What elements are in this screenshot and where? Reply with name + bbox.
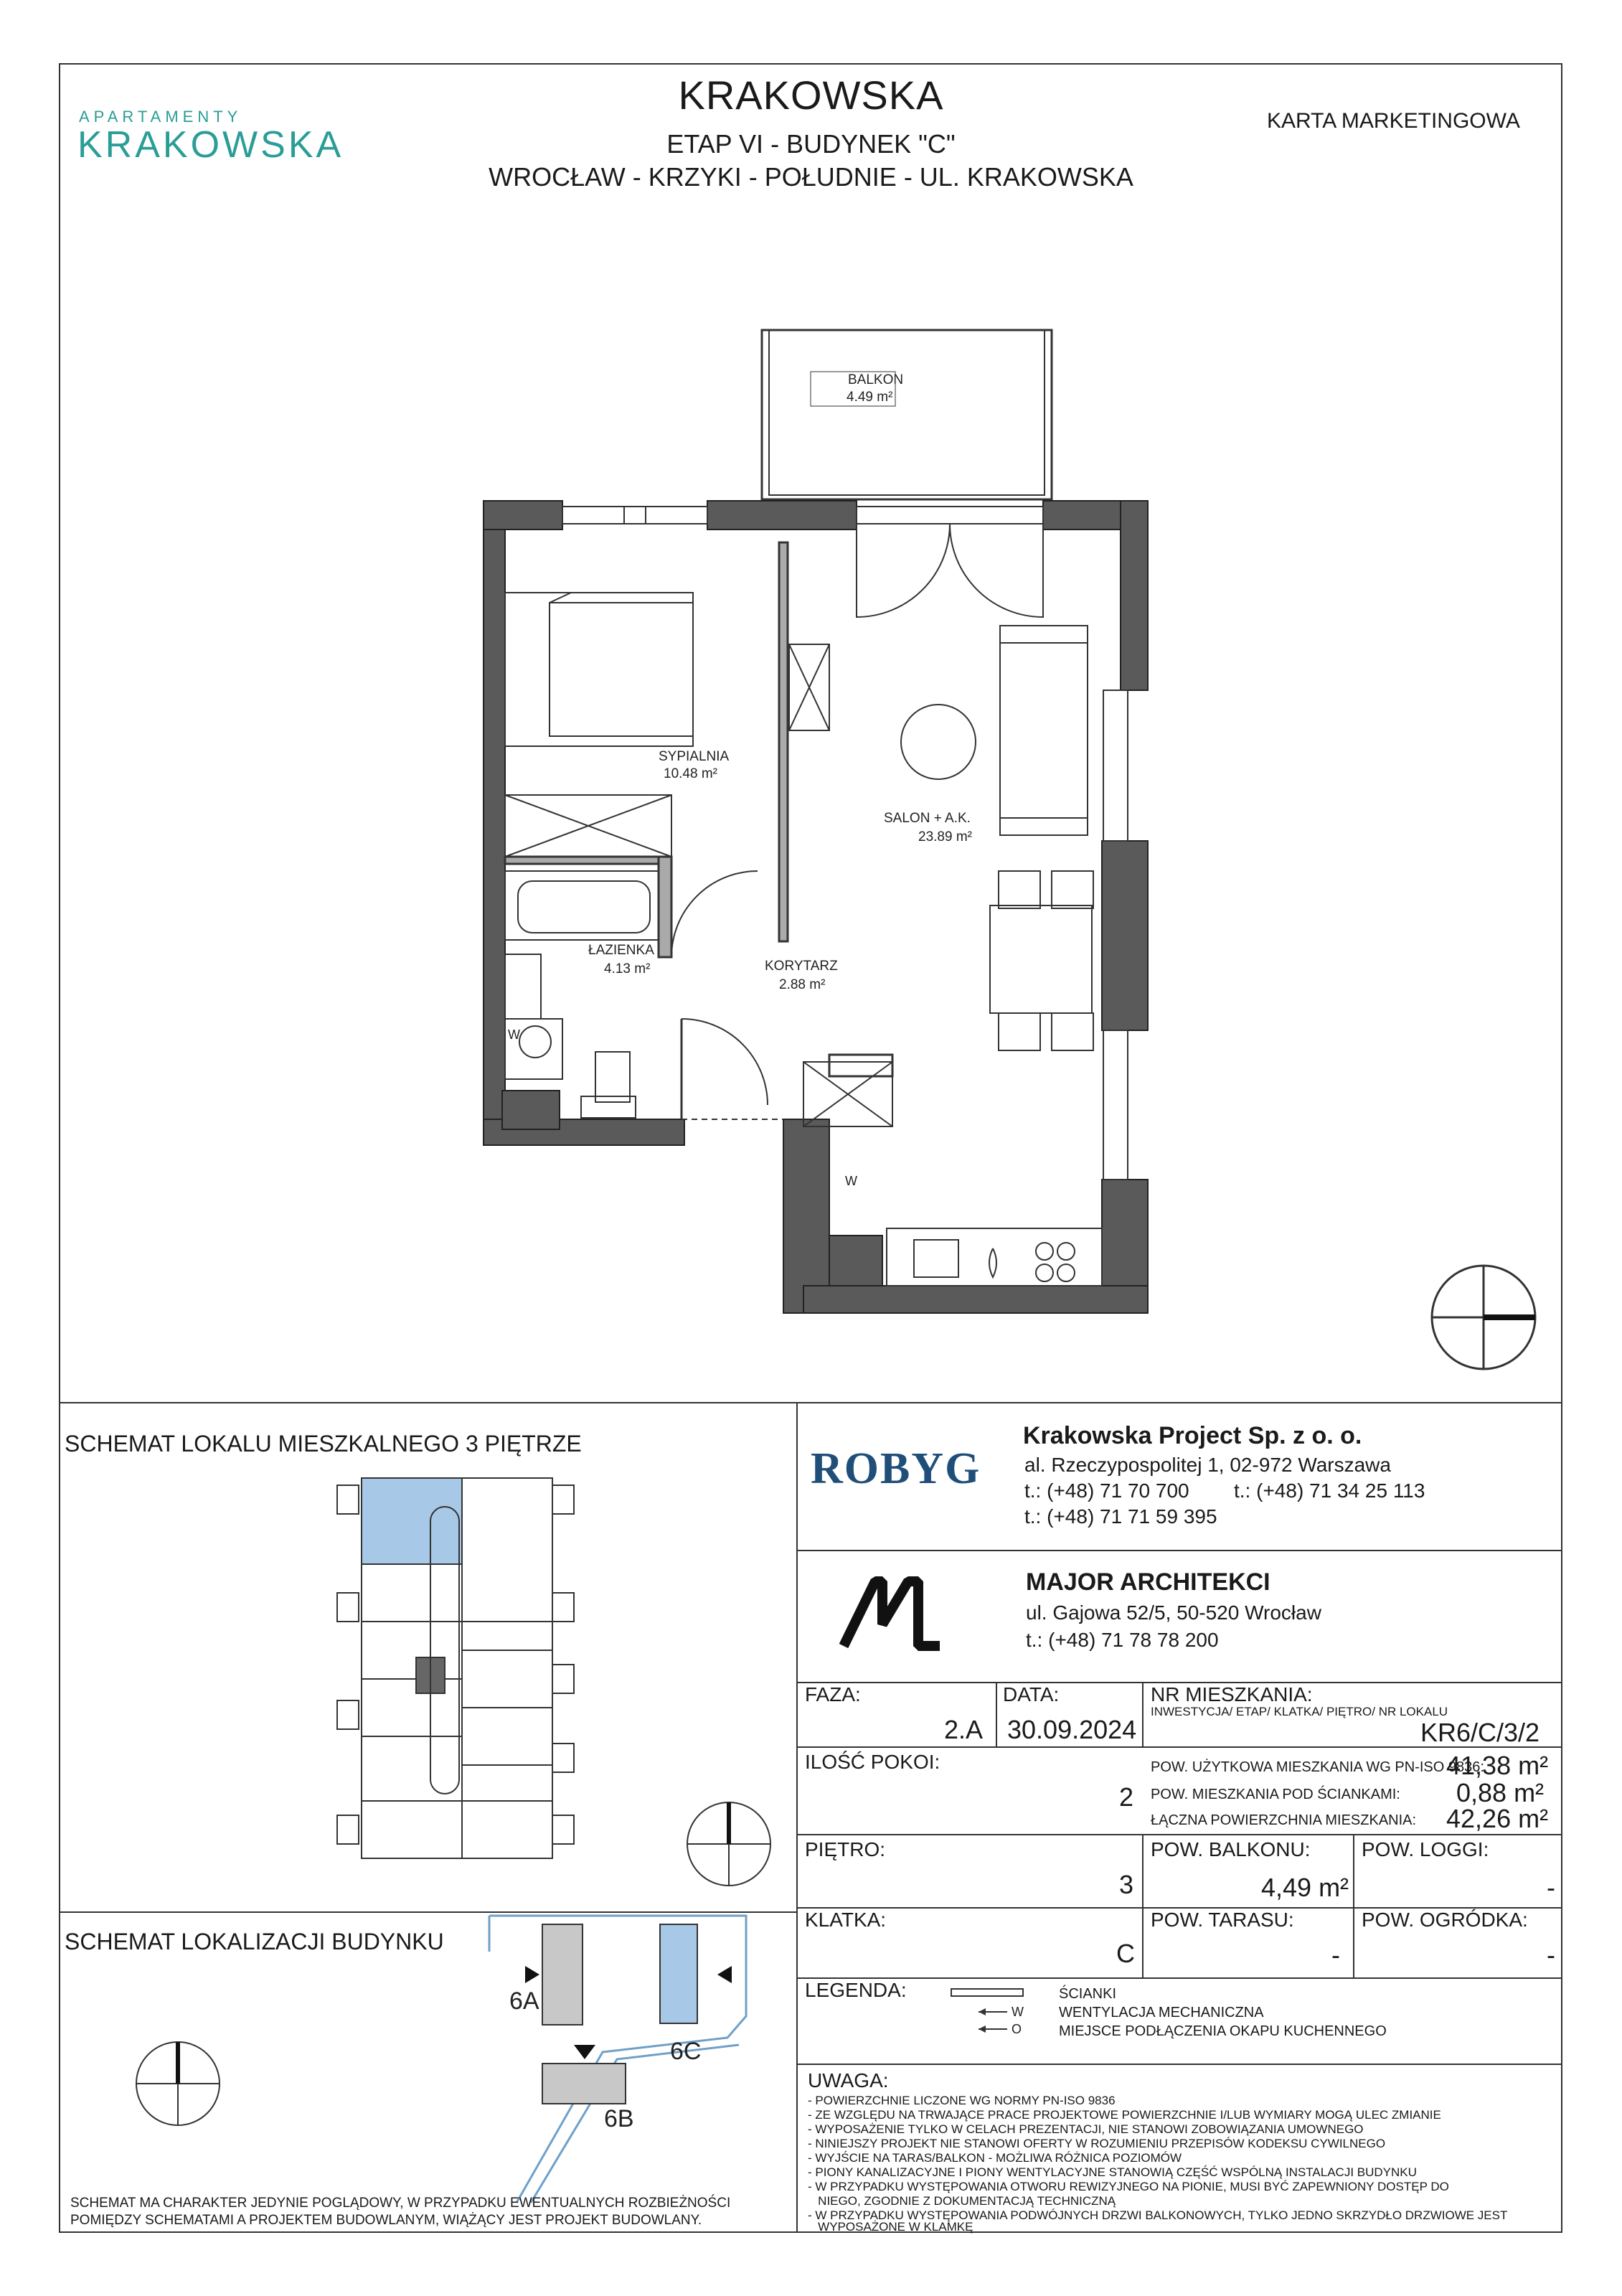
pow-uzytkowa-value: 41,38 m² xyxy=(1446,1751,1549,1780)
data-label: DATA: xyxy=(1003,1683,1060,1705)
room-lazienka-name: ŁAZIENKA xyxy=(588,943,654,958)
legend-w-mark: W xyxy=(1012,2005,1024,2019)
faza-label: FAZA: xyxy=(805,1683,861,1705)
room-salon-area: 23.89 m² xyxy=(918,829,972,844)
building-6c: 6C xyxy=(670,2038,702,2065)
pietro-label: PIĘTRO: xyxy=(805,1838,886,1860)
room-balkon-name: BALKON xyxy=(848,372,904,387)
legend-o-mark: O xyxy=(1012,2022,1022,2036)
svg-text:W: W xyxy=(845,1174,857,1188)
floor-schema-title: SCHEMAT LOKALU MIESZKALNEGO 3 PIĘTRZE xyxy=(65,1431,582,1457)
room-sypialnia-name: SYPIALNIA xyxy=(659,749,730,764)
note-7: - W PRZYPADKU WYSTĘPOWANIA OTWORU REWIZYJNEGO NA PIONIE, MUSI BYĆ ZAPEWNIONY DOSTĘP DO xyxy=(808,2180,1449,2193)
klatka-value: C xyxy=(1116,1939,1135,1968)
note-4: - NINIEJSZY PROJEKT NIE STANOWI OFERTY W ROZUMIENIU PRZEPISÓW KODEKSU CYWILNEGO xyxy=(808,2137,1386,2150)
architect-name: MAJOR ARCHITEKCI xyxy=(1026,1568,1270,1596)
note-2: - ZE WZGLĘDU NA TRWAJĄCE PRACE PROJEKTOWE POWIERZCHNIE I/LUB WYMIARY MOGĄ ULEC ZMIANIE xyxy=(808,2108,1441,2122)
nr-sublabel: INWESTYCJA/ ETAP/ KLATKA/ PIĘTRO/ NR LOKALU xyxy=(1151,1705,1448,1718)
pow-scianki-value: 0,88 m² xyxy=(1456,1778,1545,1807)
room-sypialnia-area: 10.48 m² xyxy=(664,766,717,781)
note-9: - W PRZYPADKU WYSTĘPOWANIA PODWÓJNYCH DRZWI BALKONOWYCH, TYLKO JEDNO SKRZYDŁO DRZWIOWE JEST xyxy=(808,2208,1508,2222)
balcony-outline xyxy=(762,330,1052,499)
notes-title: UWAGA: xyxy=(808,2069,889,2092)
architect-address: ul. Gajowa 52/5, 50-520 Wrocław xyxy=(1026,1601,1321,1624)
major-architekci-logo-icon xyxy=(839,1574,947,1653)
logo-brand: KRAKOWSKA xyxy=(77,124,344,166)
room-korytarz-area: 2.88 m² xyxy=(779,977,826,992)
location-compass-icon xyxy=(133,2039,222,2128)
svg-text:W: W xyxy=(508,1027,520,1042)
faza-value: 2.A xyxy=(944,1715,984,1744)
room-lazienka-area: 4.13 m² xyxy=(604,961,651,977)
building-6b: 6B xyxy=(604,2105,634,2132)
data-value: 30.09.2024 xyxy=(1007,1715,1137,1744)
developer-phone-2: t.: (+48) 71 34 25 113 xyxy=(1234,1479,1425,1502)
legend-item-3: MIEJSCE PODŁĄCZENIA OKAPU KUCHENNEGO xyxy=(1059,2023,1387,2039)
nr-label: NR MIESZKANIA: xyxy=(1151,1683,1313,1705)
page-title: KRAKOWSKA xyxy=(678,72,944,118)
legend-item-1: ŚCIANKI xyxy=(1059,1986,1117,2002)
compass-icon xyxy=(1432,1266,1535,1369)
balkon-value: 4,49 m² xyxy=(1261,1873,1349,1902)
disclaimer-line-2: POMIĘDZY SCHEMATAMI A PROJEKTEM BUDOWLANYM, WIĄŻĄCY JEST PROJEKT BUDOWLANY. xyxy=(70,2213,702,2228)
legend-item-2: WENTYLACJA MECHANICZNA xyxy=(1059,2005,1264,2020)
note-5: - WYJŚCIE NA TARAS/BALKON - MOŻLIWA RÓŻNICA POZIOMÓW xyxy=(808,2151,1182,2165)
building-schema-title: SCHEMAT LOKALIZACJI BUDYNKU xyxy=(65,1929,444,1954)
schema-compass-icon xyxy=(684,1799,773,1888)
disclaimer-line-1: SCHEMAT MA CHARAKTER JEDYNIE POGLĄDOWY, W PRZYPADKU EWENTUALNYCH ROZBIEŻNOŚCI xyxy=(70,2196,731,2211)
developer-phone-1: t.: (+48) 71 70 700 xyxy=(1024,1479,1189,1502)
note-10: WYPOSAŻONE W KLAMKĘ xyxy=(808,2220,973,2234)
page-subtitle: ETAP VI - BUDYNEK "C" xyxy=(666,129,956,159)
card-type: KARTA MARKETINGOWA xyxy=(1267,109,1520,133)
legend-title: LEGENDA: xyxy=(805,1979,907,2001)
pow-uzytkowa-label: POW. UŻYTKOWA MIESZKANIA WG PN-ISO 9836: xyxy=(1151,1759,1484,1775)
building-schema xyxy=(402,1909,803,2210)
pietro-value: 3 xyxy=(1119,1870,1134,1899)
developer-name: Krakowska Project Sp. z o. o. xyxy=(1023,1422,1362,1449)
note-8: NIEGO, ZGODNIE Z DOKUMENTACJĄ TECHNICZNĄ xyxy=(808,2194,1116,2208)
developer-phone-3: t.: (+48) 71 71 59 395 xyxy=(1024,1505,1217,1528)
pow-laczna-label: ŁĄCZNA POWIERZCHNIA MIESZKANIA: xyxy=(1151,1812,1417,1828)
loggia-value: - xyxy=(1547,1873,1555,1902)
architect-phone: t.: (+48) 71 78 78 200 xyxy=(1026,1629,1219,1651)
logo-small-text: APARTAMENTY xyxy=(79,108,242,126)
balkon-label: POW. BALKONU: xyxy=(1151,1838,1311,1860)
taras-label: POW. TARASU: xyxy=(1151,1909,1294,1931)
ogrodek-label: POW. OGRÓDKA: xyxy=(1362,1909,1528,1931)
note-3: - WYPOSAŻENIE TYLKO W CELACH PREZENTACJI, NIE STANOWI ZOBOWIĄZANIA UMOWNEGO xyxy=(808,2122,1364,2136)
pokoi-label: ILOŚĆ POKOI: xyxy=(805,1751,940,1773)
pow-scianki-label: POW. MIESZKANIA POD ŚCIANKAMI: xyxy=(1151,1787,1400,1802)
taras-value: - xyxy=(1331,1940,1340,1970)
developer-address: al. Rzeczypospolitej 1, 02-972 Warszawa xyxy=(1024,1454,1391,1476)
page-location: WROCŁAW - KRZYKI - POŁUDNIE - UL. KRAKOWSKA xyxy=(489,162,1133,192)
walls xyxy=(484,501,1148,1313)
note-6: - PIONY KANALIZACYJNE I PIONY WENTYLACYJNE STANOWIĄ CZĘŚĆ WSPÓLNĄ INSTALACJI BUDYNKU xyxy=(808,2165,1417,2179)
floor-schema xyxy=(330,1464,588,1880)
legend-symbols xyxy=(950,1986,1029,2036)
pokoi-value: 2 xyxy=(1119,1782,1134,1812)
robyg-logo: ROBYG xyxy=(811,1444,981,1493)
ogrodek-value: - xyxy=(1547,1940,1555,1970)
pow-laczna-value: 42,26 m² xyxy=(1446,1804,1549,1833)
room-salon-name: SALON + A.K. xyxy=(884,811,971,826)
building-6a: 6A xyxy=(509,1987,539,2015)
room-balkon-area: 4.49 m² xyxy=(847,390,893,405)
klatka-label: KLATKA: xyxy=(805,1909,887,1931)
note-1: - POWIERZCHNIE LICZONE WG NORMY PN-ISO 9836 xyxy=(808,2094,1116,2107)
room-korytarz-name: KORYTARZ xyxy=(765,959,838,974)
loggia-label: POW. LOGGI: xyxy=(1362,1838,1489,1860)
nr-value: KR6/C/3/2 xyxy=(1420,1718,1540,1747)
